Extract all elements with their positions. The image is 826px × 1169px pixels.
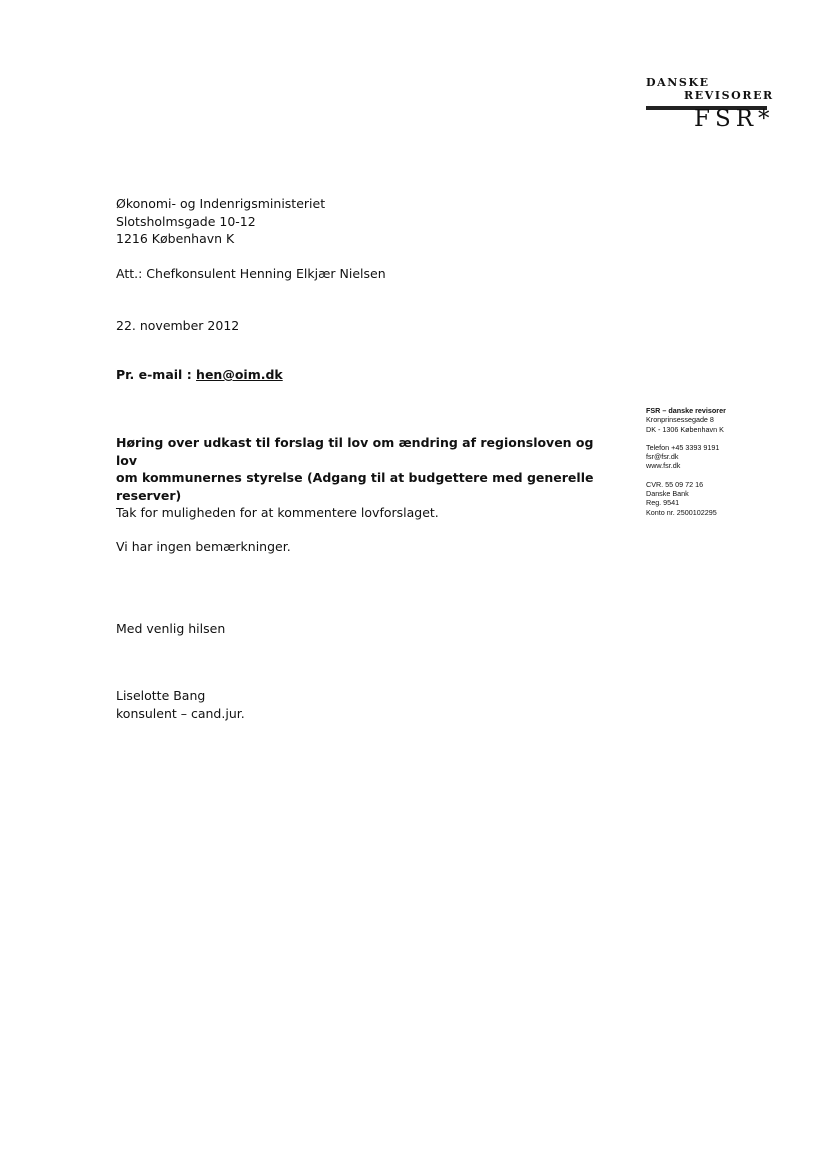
signature-block (116, 687, 245, 722)
email-link[interactable]: hen@oim.dk (196, 367, 283, 382)
signature-title: konsulent – cand.jur. (116, 705, 245, 721)
letter-date: 22. november 2012 (116, 318, 240, 333)
sidebar-cvr: CVR. 55 09 72 16 (646, 479, 704, 489)
email-prefix: Pr. e-mail : (116, 367, 197, 382)
sidebar-account: Konto nr. 2500102295 (646, 507, 717, 517)
sidebar-spacer (646, 434, 786, 443)
sidebar-phone: Telefon +45 3393 9191 (646, 442, 720, 452)
sender-contact-sidebar (646, 406, 786, 517)
recipient-name: Økonomi- og Indenrigsministeriet (116, 196, 326, 211)
subject-line-1: Høring over udkast til forslag til lov om ændring af regionsloven og lov (116, 435, 594, 468)
sidebar-org: FSR – danske revisorer (646, 406, 726, 415)
logo-mark: FSR* (694, 106, 775, 132)
logo-line-revisorer: REVISORER (684, 89, 774, 102)
sidebar-reg: Reg. 9541 (646, 498, 680, 508)
body-paragraph-1: Tak for muligheden for at kommentere lovforslaget. (116, 505, 439, 520)
signature-name: Liselotte Bang (116, 688, 206, 703)
sidebar-city: DK - 1306 København K (646, 424, 724, 434)
closing-greeting: Med venlig hilsen (116, 621, 226, 636)
sidebar-email[interactable]: fsr@fsr.dk (646, 452, 679, 462)
recipient-city: 1216 København K (116, 231, 235, 246)
email-line (116, 366, 283, 384)
fsr-logo (646, 76, 775, 136)
body-paragraph-2: Vi har ingen bemærkninger. (116, 539, 291, 554)
recipient-address (116, 195, 325, 248)
subject-line-3: reserver) (116, 487, 182, 503)
subject-line-2: om kommunernes styrelse (Adgang til at budgettere med generelle (116, 470, 594, 485)
recipient-street: Slotsholmsgade 10-12 (116, 213, 256, 229)
logo-line-danske: DANSKE (646, 76, 710, 89)
sidebar-spacer (646, 471, 786, 480)
sidebar-bank: Danske Bank (646, 489, 689, 499)
sidebar-web[interactable]: www.fsr.dk (646, 461, 681, 471)
subject-heading (116, 434, 606, 504)
attention-line: Att.: Chefkonsulent Henning Elkjær Nielsen (116, 266, 386, 281)
sidebar-street: Kronprinsessegade 8 (646, 415, 714, 425)
